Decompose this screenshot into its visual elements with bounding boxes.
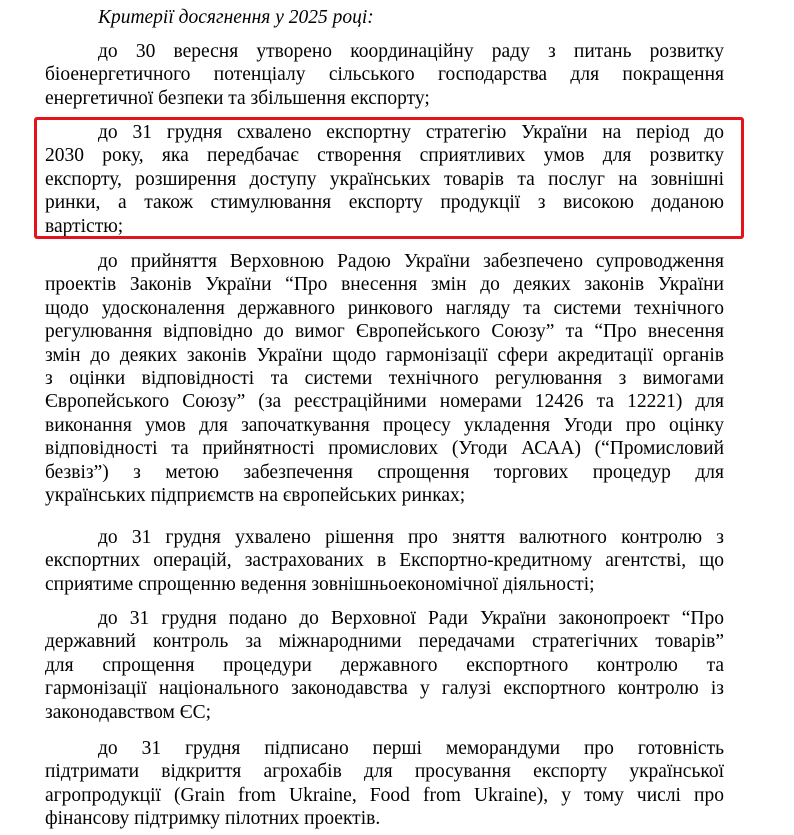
text-line: підтримати відкриття агрохабів для просування експорту української bbox=[45, 761, 724, 783]
text-line: ринки, а також стимулювання експорту продукції з високою доданою bbox=[45, 192, 724, 214]
paragraph-export-strategy bbox=[45, 121, 724, 238]
text-line: проектів Законів України “Про внесення змін до деяких законів України bbox=[45, 274, 724, 296]
text-line: експорту, розширення доступу українських товарів та послуг на зовнішні bbox=[45, 168, 724, 190]
text-line: 2030 року, яка передбачає створення сприятливих умов для розвитку bbox=[45, 145, 724, 167]
text-line: до 31 грудня подано до Верховної Ради України законопроект “Про bbox=[98, 608, 724, 629]
text-line: сприятиме спрощенню ведення зовнішньоекономічної діяльності; bbox=[45, 573, 595, 595]
text-line: біоенергетичного потенціалу сільського господарства для покращення bbox=[45, 64, 724, 86]
text-line: регулювання відповідно до вимог Європейського Союзу” та “Про внесення bbox=[45, 321, 724, 343]
text-line: для спрощення процедури державного експортного контролю та bbox=[45, 654, 724, 676]
text-line: вартістю; bbox=[45, 215, 124, 237]
text-line: до 30 вересня утворено координаційну раду з питань розвитку bbox=[98, 41, 724, 62]
paragraph-currency-control bbox=[45, 526, 724, 596]
text-line: до 31 грудня схвалено експортну стратегію України на період до bbox=[98, 122, 724, 143]
paragraph-agrohubs-memoranda bbox=[45, 737, 724, 831]
text-line: виконання умов для започаткування процесу укладення Угоди про оцінку bbox=[45, 414, 724, 436]
text-line: щодо удосконалення державного ринкового нагляду та системи технічного bbox=[45, 297, 724, 319]
text-line: енергетичної безпеки та збільшення експорту; bbox=[45, 87, 430, 109]
text-line: агропродукції (Grain from Ukraine, Food from Ukraine), у тому числі про bbox=[45, 784, 724, 806]
criteria-heading: Критерії досягнення у 2025 році: bbox=[98, 7, 374, 28]
paragraph-laws-support bbox=[45, 250, 724, 507]
text-line: відповідності та прийнятності промислових (Угоди АСАА) (“Промисловий bbox=[45, 438, 724, 460]
text-line: з оцінки відповідності та системи технічного регулювання з вимогами bbox=[45, 367, 724, 389]
text-line: експортних операцій, застрахованих в Експортно-кредитному агентстві, що bbox=[45, 550, 724, 572]
text-line: безвіз”) з метою забезпечення спрощення торгових процедур для bbox=[45, 461, 724, 483]
text-line: змін до деяких законів України щодо гармонізації сфери акредитації органів bbox=[45, 344, 724, 366]
text-line: українських підприємств на європейських ринках; bbox=[45, 484, 466, 506]
paragraph-strategic-goods-bill bbox=[45, 607, 724, 724]
paragraph-bioenergy-council bbox=[45, 40, 724, 110]
text-line: до 31 грудня підписано перші меморандуми про готовність bbox=[98, 738, 724, 759]
text-line: до прийняття Верховною Радою України забезпечено супроводження bbox=[98, 251, 724, 272]
text-line: державний контроль за міжнародними передачами стратегічних товарів” bbox=[45, 631, 724, 653]
text-line: Європейського Союзу” (за реєстраційними номерами 12426 та 12221) для bbox=[45, 391, 724, 413]
text-line: фінансову підтримку пілотних проектів. bbox=[45, 808, 381, 830]
text-line: законодавством ЄС; bbox=[45, 701, 212, 723]
text-line: до 31 грудня ухвалено рішення про зняття валютного контролю з bbox=[98, 527, 724, 548]
text-line: гармонізації національного законодавства у галузі експортного контролю із bbox=[45, 678, 724, 700]
